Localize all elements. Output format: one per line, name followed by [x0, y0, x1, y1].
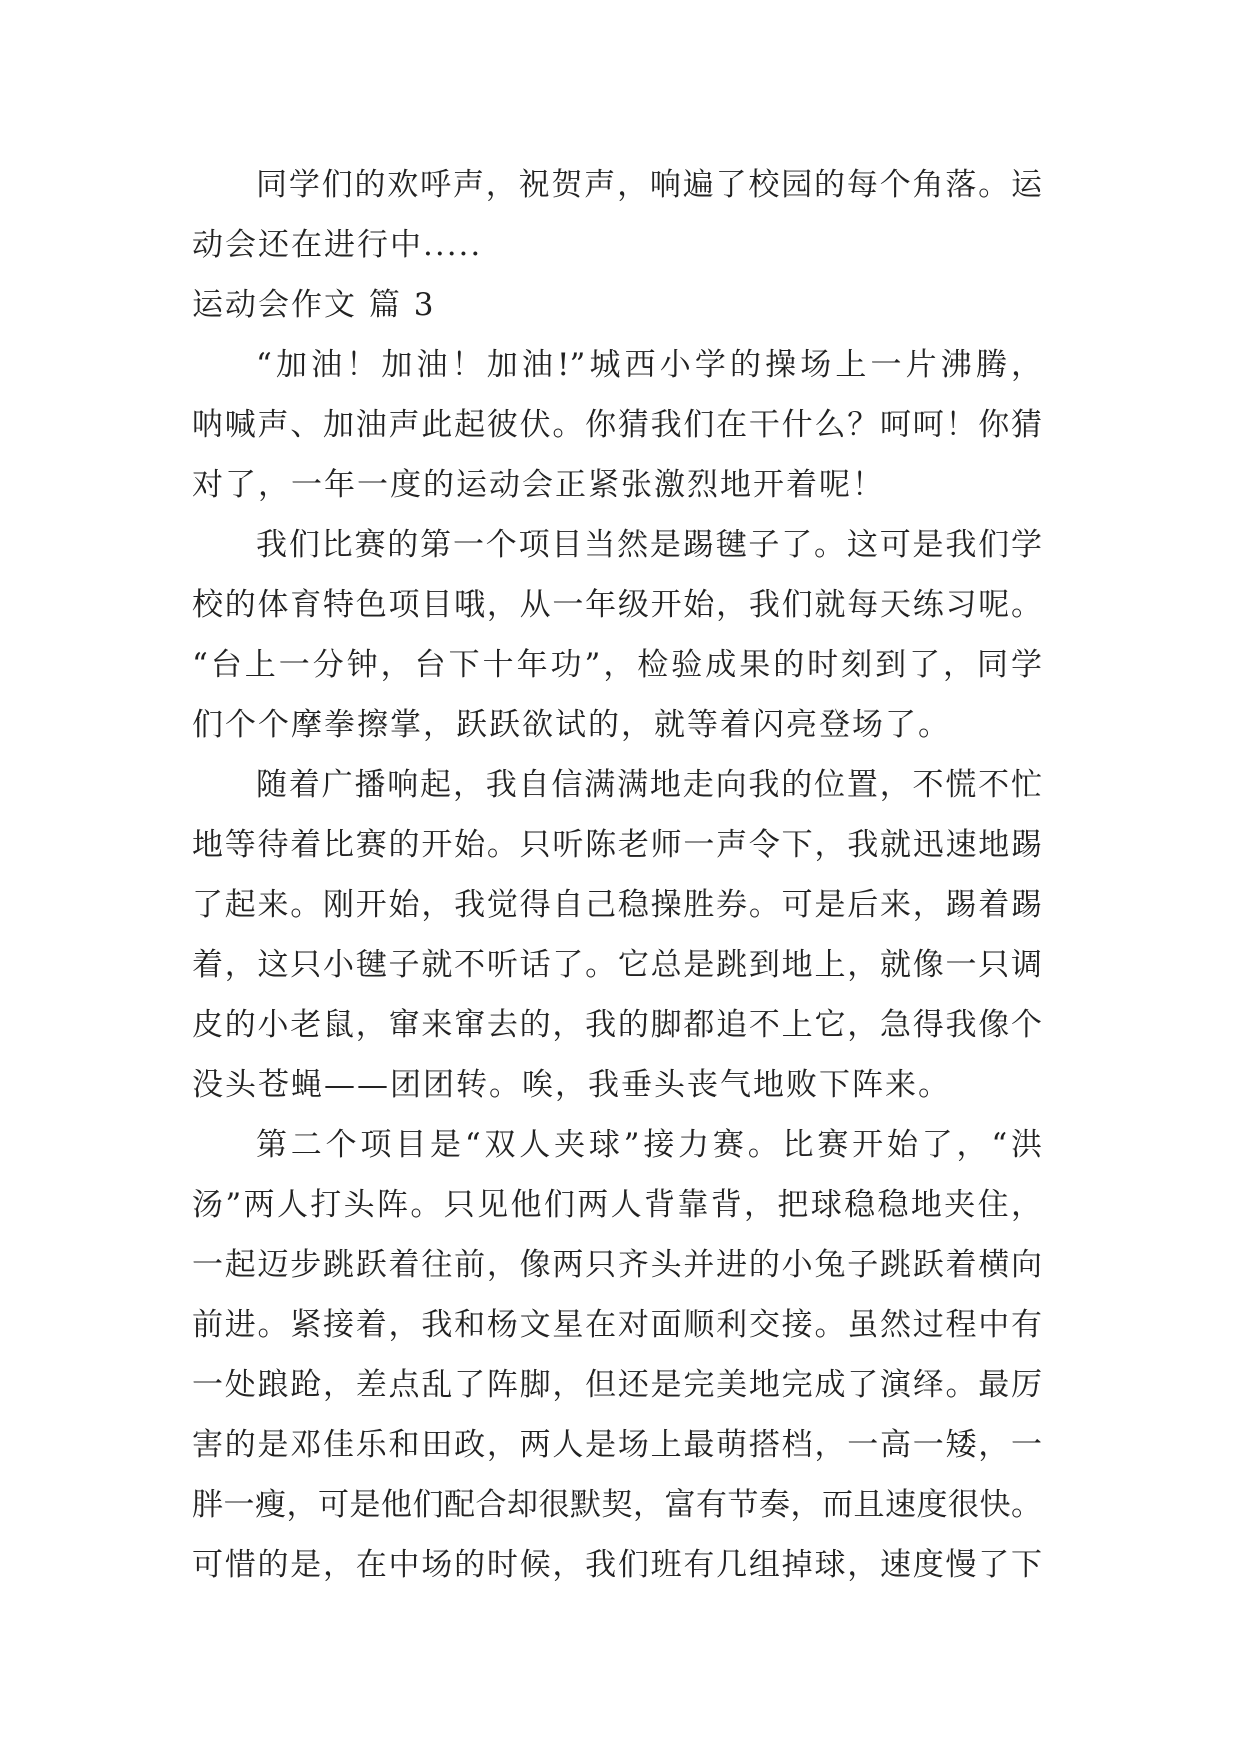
paragraph-line: 一处踉跄，差点乱了阵脚，但还是完美地完成了演绎。最厉 — [192, 1367, 1042, 1403]
section-heading: 运动会作文 篇 3 — [192, 287, 436, 323]
paragraph-line: 动会还在进行中..... — [192, 227, 483, 263]
paragraph-line: “加油！加油！加油!”城西小学的操场上一片沸腾， — [256, 347, 1042, 383]
paragraph-line: 胖一瘦，可是他们配合却很默契，富有节奏，而且速度很快。 — [192, 1487, 1042, 1523]
paragraph-line: 可惜的是，在中场的时候，我们班有几组掉球，速度慢了下 — [192, 1547, 1042, 1583]
paragraph-line: 第二个项目是“双人夹球”接力赛。比赛开始了，“洪 — [256, 1127, 1042, 1163]
paragraph-line: 没头苍蝇——团团转。唉，我垂头丧气地败下阵来。 — [192, 1067, 951, 1103]
paragraph-line: 皮的小老鼠，窜来窜去的，我的脚都追不上它，急得我像个 — [192, 1007, 1042, 1043]
paragraph-line: 呐喊声、加油声此起彼伏。你猜我们在干什么？呵呵！你猜 — [192, 407, 1042, 443]
paragraph-line: 一起迈步跳跃着往前，像两只齐头并进的小兔子跳跃着横向 — [192, 1247, 1042, 1283]
paragraph-line: 们个个摩拳擦掌，跃跃欲试的，就等着闪亮登场了。 — [192, 707, 951, 743]
paragraph-line: 校的体育特色项目哦，从一年级开始，我们就每天练习呢。 — [192, 587, 1042, 623]
paragraph-line: 随着广播响起，我自信满满地走向我的位置，不慌不忙 — [256, 767, 1042, 803]
paragraph-line: 同学们的欢呼声，祝贺声，响遍了校园的每个角落。运 — [256, 167, 1042, 203]
paragraph-line: 了起来。刚开始，我觉得自己稳操胜券。可是后来，踢着踢 — [192, 887, 1042, 923]
paragraph-line: 汤”两人打头阵。只见他们两人背靠背，把球稳稳地夹住， — [192, 1187, 1042, 1223]
paragraph-line: 地等待着比赛的开始。只听陈老师一声令下，我就迅速地踢 — [192, 827, 1042, 863]
paragraph-line: 我们比赛的第一个项目当然是踢毽子了。这可是我们学 — [256, 527, 1042, 563]
paragraph-line: 着，这只小毽子就不听话了。它总是跳到地上，就像一只调 — [192, 947, 1042, 983]
paragraph-line: “台上一分钟，台下十年功”，检验成果的时刻到了，同学 — [192, 647, 1042, 683]
paragraph-line: 害的是邓佳乐和田政，两人是场上最萌搭档，一高一矮，一 — [192, 1427, 1042, 1463]
paragraph-line: 前进。紧接着，我和杨文星在对面顺利交接。虽然过程中有 — [192, 1307, 1042, 1343]
paragraph-line: 对了，一年一度的运动会正紧张激烈地开着呢！ — [192, 467, 885, 503]
